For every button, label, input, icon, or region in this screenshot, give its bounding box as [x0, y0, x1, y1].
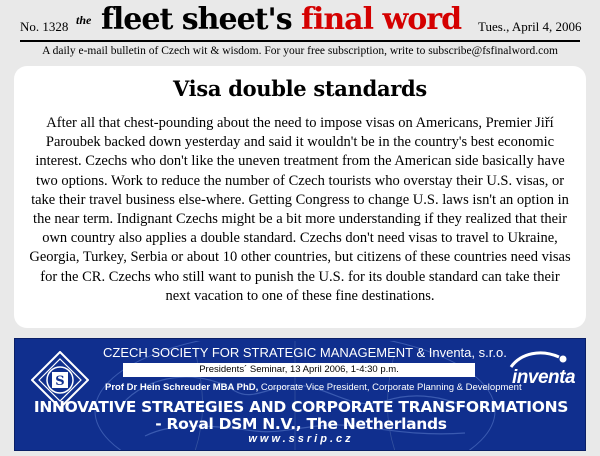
organizer-name: CZECH SOCIETY FOR STRATEGIC MANAGEMENT & Inventa, s.r.o.: [103, 345, 507, 360]
seminar-subtitle: - Royal DSM N.V., The Netherlands: [155, 415, 447, 433]
masthead-divider: [20, 40, 580, 42]
issue-number: No. 1328: [20, 19, 69, 34]
sponsor-logo-text: inventa: [512, 367, 576, 388]
advertisement-banner[interactable]: [14, 338, 586, 451]
speaker-line: [105, 382, 522, 393]
article-body: After all that chest-pounding about the need to impose visas on Americans, Premier Jiří Paroubek backed down yesterday and said it wouldn't be in the country's best economic interest. Czechs who don't like the uneven treatment from the American side basically have two options. Work to reduce the number of Czech tourists who overstay their U.S. visas, or take their travel business else-where. Getting Congress to change U.S. laws isn't an option in the near term. Indignant Czechs might be a bit more understanding if they realized that their own country also applies a double standard. Czechs don't need visas to travel to Ukraine, Georgia, Turkey, Serbia or about 10 other countries, but citizens of these countries need visas for the CR. Czechs who still want to punish the U.S. for its double standard can take their next vacation to one of these fine destinations.: [29, 115, 571, 304]
speaker-role: Corporate Vice President, Corporate Planning & Development: [258, 382, 522, 393]
subscription-tagline: A daily e-mail bulletin of Czech wit & wisdom. For your free subscription, write to subscribe@fsfinalword.com: [42, 45, 558, 57]
seminar-title: INNOVATIVE STRATEGIES AND CORPORATE TRANSFORMATIONS: [33, 398, 569, 416]
article-headline: Visa double standards: [173, 76, 427, 101]
speaker-name: Prof Dr Hein Schreuder MBA PhD,: [105, 382, 259, 393]
masthead: [0, 0, 600, 64]
newsletter-title: [101, 2, 461, 37]
title-black-part: fleet sheet's: [101, 2, 292, 37]
svg-text:S: S: [55, 374, 65, 389]
seminar-date: Presidents´ Seminar, 13 April 2006, 1-4:30 p.m.: [123, 363, 475, 377]
website-link[interactable]: www.ssrip.cz: [248, 433, 354, 445]
issue-date: Tues., April 4, 2006: [478, 19, 582, 34]
title-article: the: [76, 13, 92, 27]
article-card: [14, 66, 586, 328]
title-red-part: final word: [301, 2, 462, 37]
